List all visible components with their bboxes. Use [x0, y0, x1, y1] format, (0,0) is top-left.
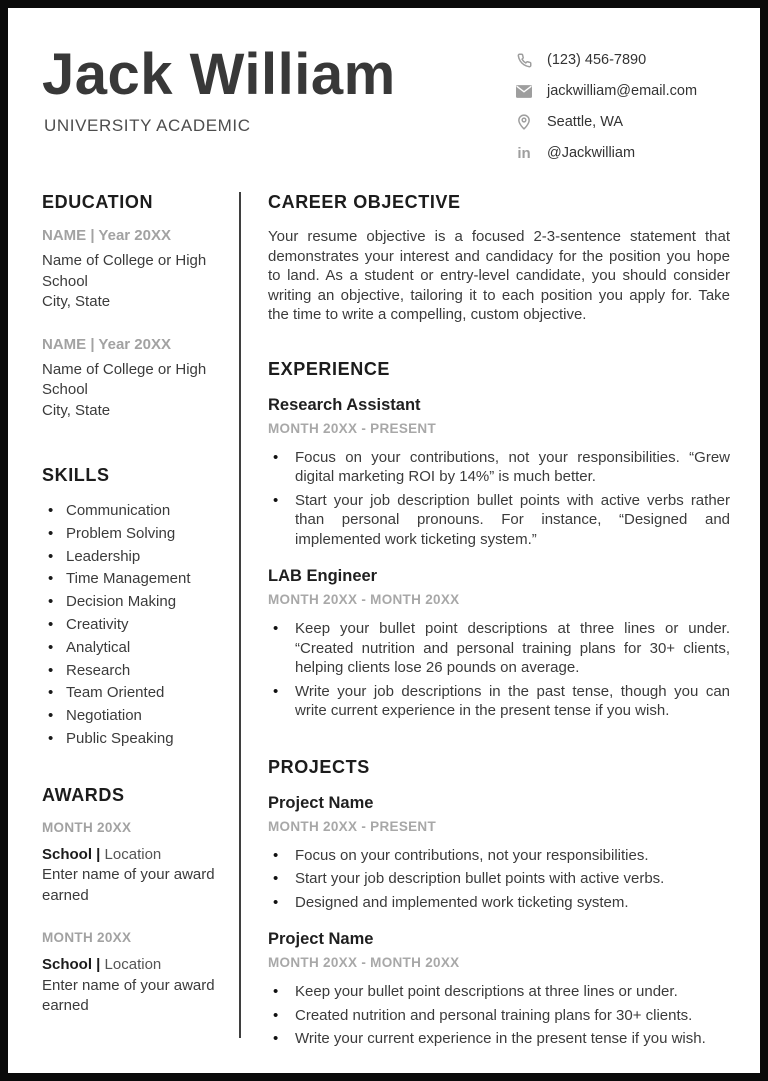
award-description: Enter name of your award earned — [42, 866, 215, 904]
skill-item: • Research — [42, 660, 239, 683]
award-school-line — [42, 955, 239, 976]
project-dates: MONTH 20XX - MONTH 20XX — [268, 955, 460, 970]
award-location: Location — [100, 845, 162, 863]
project-bullet-list — [268, 846, 730, 913]
contact-email — [515, 82, 730, 100]
job-bullet: • Start your job description bullet points with active verbs rather than personal pronouns. For instance, “Designed and implemented work ticketing system.” — [268, 491, 730, 550]
location-icon — [515, 113, 533, 131]
project-title: Project Name — [268, 930, 374, 948]
person-title: UNIVERSITY ACADEMIC — [44, 116, 251, 136]
job-bullet: • Keep your bullet point descriptions at three lines or under. “Created nutrition and personal training plans for 30+ clients, helping clients lose 26 pounds on average. — [268, 619, 730, 678]
skill-item: • Decision Making — [42, 591, 239, 614]
project-bullet: • Keep your bullet point descriptions at three lines or under. — [268, 982, 730, 1002]
objective-text: Your resume objective is a focused 2-3-sentence statement that demonstrates your interest and candidacy for the position you hope to land. As a student or entry-level candidate, you should consider writing an objective, tailoring it to each position you apply for. Take the time to write a compelling, custom objective. — [268, 228, 730, 323]
header — [8, 8, 760, 180]
identity-block — [42, 44, 396, 136]
award-date: MONTH 20XX — [42, 819, 132, 835]
education-entry — [42, 227, 239, 313]
award-entry — [42, 930, 239, 1017]
awards-section — [42, 785, 239, 1017]
contact-location — [515, 113, 730, 131]
award-entry — [42, 820, 239, 907]
project-bullet: • Designed and implemented work ticketing system. — [268, 893, 730, 913]
experience-entry — [268, 396, 730, 550]
project-bullet: • Start your job description bullet points with active verbs. — [268, 869, 730, 889]
job-bullet-list — [268, 448, 730, 550]
content — [8, 180, 760, 1047]
skill-item: • Time Management — [42, 568, 239, 591]
award-school: School | — [42, 845, 101, 863]
contact-phone — [515, 51, 730, 69]
job-title: Research Assistant — [268, 395, 421, 414]
contact-linkedin-text: @Jackwilliam — [547, 145, 636, 161]
skill-item: • Public Speaking — [42, 728, 239, 751]
education-city: City, State — [42, 293, 111, 310]
person-name: Jack William — [42, 42, 396, 107]
project-dates: MONTH 20XX - PRESENT — [268, 818, 437, 834]
education-school: Name of College or High School — [42, 252, 207, 290]
contact-linkedin — [515, 144, 730, 162]
skill-item: • Negotiation — [42, 705, 239, 728]
job-title: LAB Engineer — [268, 567, 378, 585]
project-bullet: • Created nutrition and personal training plans for 30+ clients. — [268, 1006, 730, 1026]
projects-heading: PROJECTS — [268, 756, 370, 777]
sidebar — [42, 192, 239, 1042]
project-bullet-list — [268, 982, 730, 1049]
job-bullet-list — [268, 619, 730, 721]
experience-section — [268, 359, 730, 721]
job-bullet: • Write your job descriptions in the past tense, though you can write current experience in the present tense if you wish. — [268, 682, 730, 721]
contact-phone-text: (123) 456-7890 — [547, 52, 647, 68]
job-bullet: • Focus on your contributions, not your responsibilities. “Grew digital marketing ROI by 14%” is much better. — [268, 448, 730, 487]
projects-section — [268, 757, 730, 1049]
contact-email-text: jackwilliam@email.com — [547, 83, 698, 99]
award-location: Location — [100, 956, 162, 974]
objective-heading: CAREER OBJECTIVE — [268, 192, 461, 212]
job-dates: MONTH 20XX - PRESENT — [268, 420, 437, 436]
contact-block — [515, 51, 730, 162]
main-column — [241, 192, 730, 1047]
project-bullet: • Focus on your contributions, not your responsibilities. — [268, 846, 730, 866]
education-meta: NAME | Year 20XX — [42, 335, 171, 353]
project-entry — [268, 930, 730, 1049]
project-entry — [268, 794, 730, 913]
phone-icon — [515, 51, 533, 69]
experience-entry — [268, 567, 730, 721]
award-description: Enter name of your award earned — [42, 976, 215, 1015]
job-dates: MONTH 20XX - MONTH 20XX — [268, 592, 460, 607]
education-section — [42, 192, 239, 421]
skill-item: • Problem Solving — [42, 523, 239, 546]
project-bullet: • Write your current experience in the present tense if you wish. — [268, 1029, 730, 1049]
education-entry — [42, 336, 239, 422]
skills-heading: SKILLS — [42, 465, 110, 485]
skills-list — [42, 500, 239, 751]
skill-item: • Creativity — [42, 614, 239, 637]
skill-item: • Communication — [42, 500, 239, 523]
skill-item: • Leadership — [42, 546, 239, 569]
email-icon — [515, 82, 533, 100]
education-school: Name of College or High School — [42, 360, 207, 398]
education-meta: NAME | Year 20XX — [42, 227, 171, 244]
contact-location-text: Seattle, WA — [547, 114, 624, 130]
award-date: MONTH 20XX — [42, 930, 132, 946]
linkedin-icon: in — [517, 144, 531, 162]
experience-heading: EXPERIENCE — [268, 358, 391, 379]
award-school-line — [42, 845, 239, 866]
education-city: City, State — [42, 401, 111, 419]
education-heading: EDUCATION — [42, 192, 154, 212]
skill-item: • Analytical — [42, 637, 239, 660]
project-title: Project Name — [268, 793, 374, 812]
skills-section — [42, 465, 239, 751]
awards-heading: AWARDS — [42, 784, 125, 805]
award-school: School | — [42, 956, 101, 974]
objective-section — [268, 192, 730, 325]
skill-item: • Team Oriented — [42, 682, 239, 705]
